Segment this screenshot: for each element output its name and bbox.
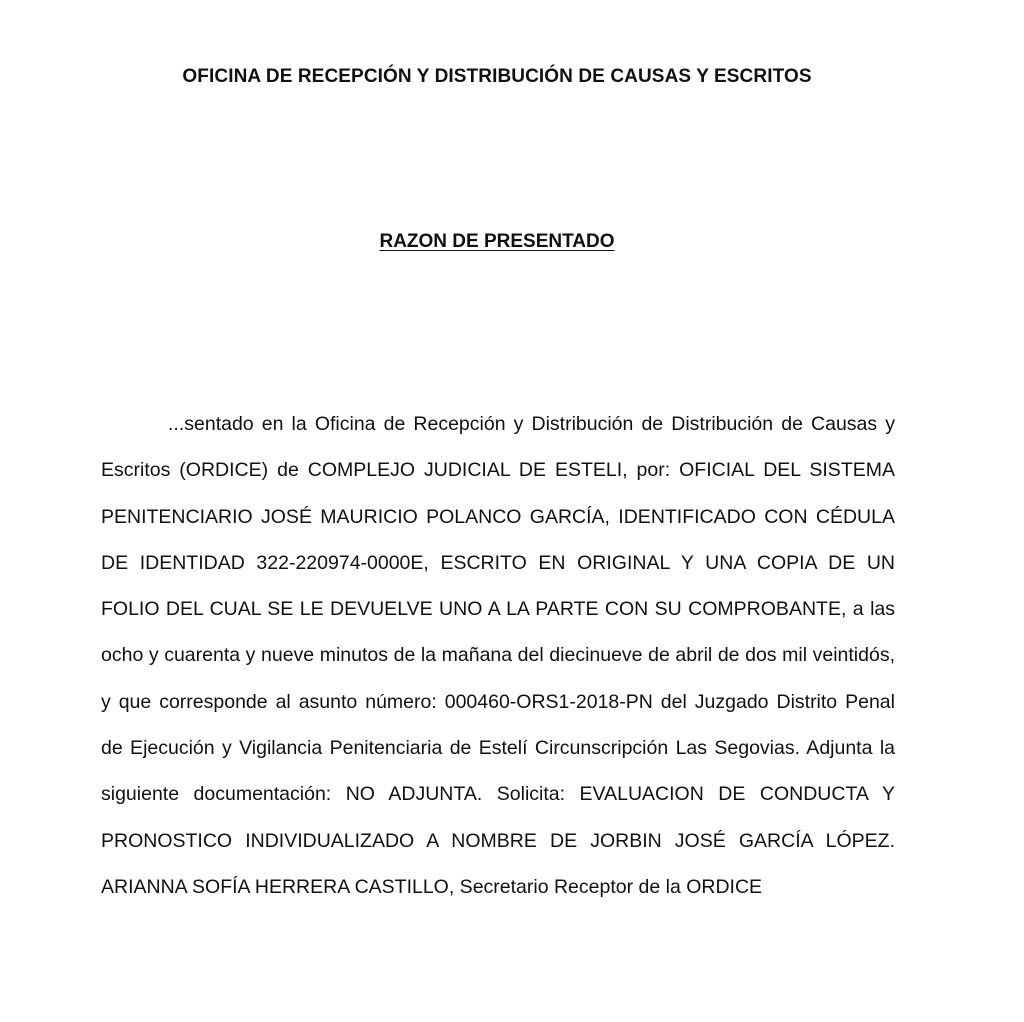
document-title-wrapper bbox=[0, 231, 994, 253]
office-title: OFICINA DE RECEPCIÓN Y DISTRIBUCIÓN DE CAUSAS Y ESCRITOS bbox=[182, 66, 812, 87]
body-paragraph: ...sentado en la Oficina de Recepción y Distribución de Distribución de Causas y Escritos (ORDICE) de COMPLEJO JUDICIAL DE ESTELI, por: OFICIAL DEL SISTEMA PENITENCIARIO JOSÉ MAURICIO POLANCO GARCÍA, IDENTIFICADO CON CÉDULA DE IDENTIDAD 322-220974-0000E, ESCRITO EN ORIGINAL Y UNA COPIA DE UN FOLIO DEL CUAL SE LE DEVUELVE UNO A LA PARTE CON SU COMPROBANTE, a las ocho y cuarenta y nueve minutos de la mañana del diecinueve de abril de dos mil veintidós, y que corresponde al asunto número: 000460-ORS1-2018-PN del Juzgado Distrito Penal de Ejecución y Vigilancia Penitenciaria de Estelí Circunscripción Las Segovias. Adjunta la siguiente documentación: NO ADJUNTA. Solicita: EVALUACION DE CONDUCTA Y PRONOSTICO INDIVIDUALIZADO A NOMBRE DE JORBIN JOSÉ GARCÍA LÓPEZ. ARIANNA SOFÍA HERRERA CASTILLO, Secretario Receptor de la ORDICE bbox=[101, 413, 895, 898]
document-title: RAZON DE PRESENTADO bbox=[379, 231, 615, 252]
